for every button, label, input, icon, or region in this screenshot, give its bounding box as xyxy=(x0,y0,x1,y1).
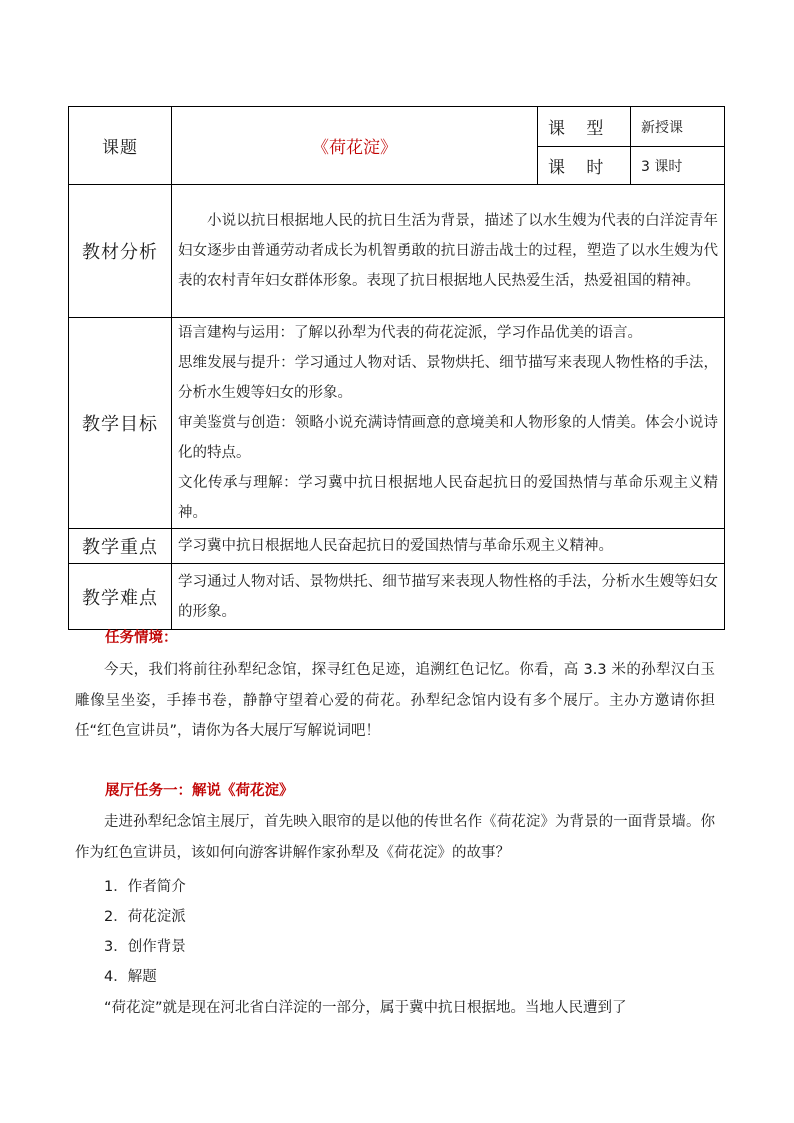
hall-task-1-heading: 展厅任务一：解说《荷花淀》 xyxy=(105,783,294,799)
task-scenario-paragraph xyxy=(75,655,715,747)
list-item: 4．解题 xyxy=(104,969,157,985)
lesson-type-value: 新授课 xyxy=(631,107,725,147)
teaching-goals-label: 教学目标 xyxy=(69,318,172,529)
title-explanation-paragraph xyxy=(75,993,715,1024)
title-explanation-text: “荷花淀”就是现在河北省白洋淀的一部分，属于冀中抗日根据地。当地人民遭到了 xyxy=(104,1000,627,1016)
topic-title: 《荷花淀》 xyxy=(172,107,538,185)
material-analysis-text: 小说以抗日根据地人民的抗日生活为背景，描述了以水生嫂为代表的白洋淀青年妇女逐步由普通劳动者成长为机智勇敢的抗日游击战士的过程，塑造了以水生嫂为代表的农村青年妇女群体形象。表现了抗日根据地人民热爱生活，热爱祖国的精神。 xyxy=(178,213,718,289)
teaching-goals-cell xyxy=(172,318,725,529)
goal-item: 审美鉴赏与创造：领略小说充满诗情画意的意境美和人物形象的人情美。体会小说诗化的特点。 xyxy=(178,415,718,461)
task-scenario-heading: 任务情境： xyxy=(105,630,178,646)
goal-item: 文化传承与理解：学习冀中抗日根据地人民奋起抗日的爱国热情与革命乐观主义精神。 xyxy=(178,475,718,521)
list-item: 3．创作背景 xyxy=(104,939,186,955)
hall-task-1-paragraph xyxy=(75,807,715,868)
difficult-point-text: 学习通过人物对话、景物烘托、细节描写来表现人物性格的手法，分析水生嫂等妇女的形象。 xyxy=(172,564,725,630)
difficult-point-label: 教学难点 xyxy=(69,564,172,630)
material-analysis-cell xyxy=(172,185,725,318)
hall-task-1-text: 走进孙犁纪念馆主展厅，首先映入眼帘的是以他的传世名作《荷花淀》为背景的一面背景墙。你作为红色宣讲员，该如何向游客讲解作家孙犁及《荷花淀》的故事？ xyxy=(75,814,715,861)
class-hours-label: 课 时 xyxy=(538,147,631,185)
class-hours-value: 3 课时 xyxy=(631,147,725,185)
lesson-plan-table xyxy=(68,106,725,630)
list-item: 1．作者简介 xyxy=(104,879,186,895)
key-point-label: 教学重点 xyxy=(69,529,172,564)
material-analysis-label: 教材分析 xyxy=(69,185,172,318)
key-point-text: 学习冀中抗日根据地人民奋起抗日的爱国热情与革命乐观主义精神。 xyxy=(172,529,725,564)
goal-item: 思维发展与提升：学习通过人物对话、景物烘托、细节描写来表现人物性格的手法，分析水生嫂等妇女的形象。 xyxy=(178,355,718,401)
task-scenario-text: 今天，我们将前往孙犁纪念馆，探寻红色足迹，追溯红色记忆。你看，高 3.3 米的孙犁汉白玉雕像呈坐姿，手捧书卷，静静守望着心爱的荷花。孙犁纪念馆内设有多个展厅。主办方邀请你担任“红色宣讲员”，请你为各大展厅写解说词吧！ xyxy=(75,662,715,739)
goal-item: 语言建构与运用：了解以孙犁为代表的荷花淀派，学习作品优美的语言。 xyxy=(178,325,642,341)
list-item: 2．荷花淀派 xyxy=(104,909,186,925)
topic-label: 课题 xyxy=(69,107,172,185)
lesson-type-label: 课 型 xyxy=(538,107,631,147)
